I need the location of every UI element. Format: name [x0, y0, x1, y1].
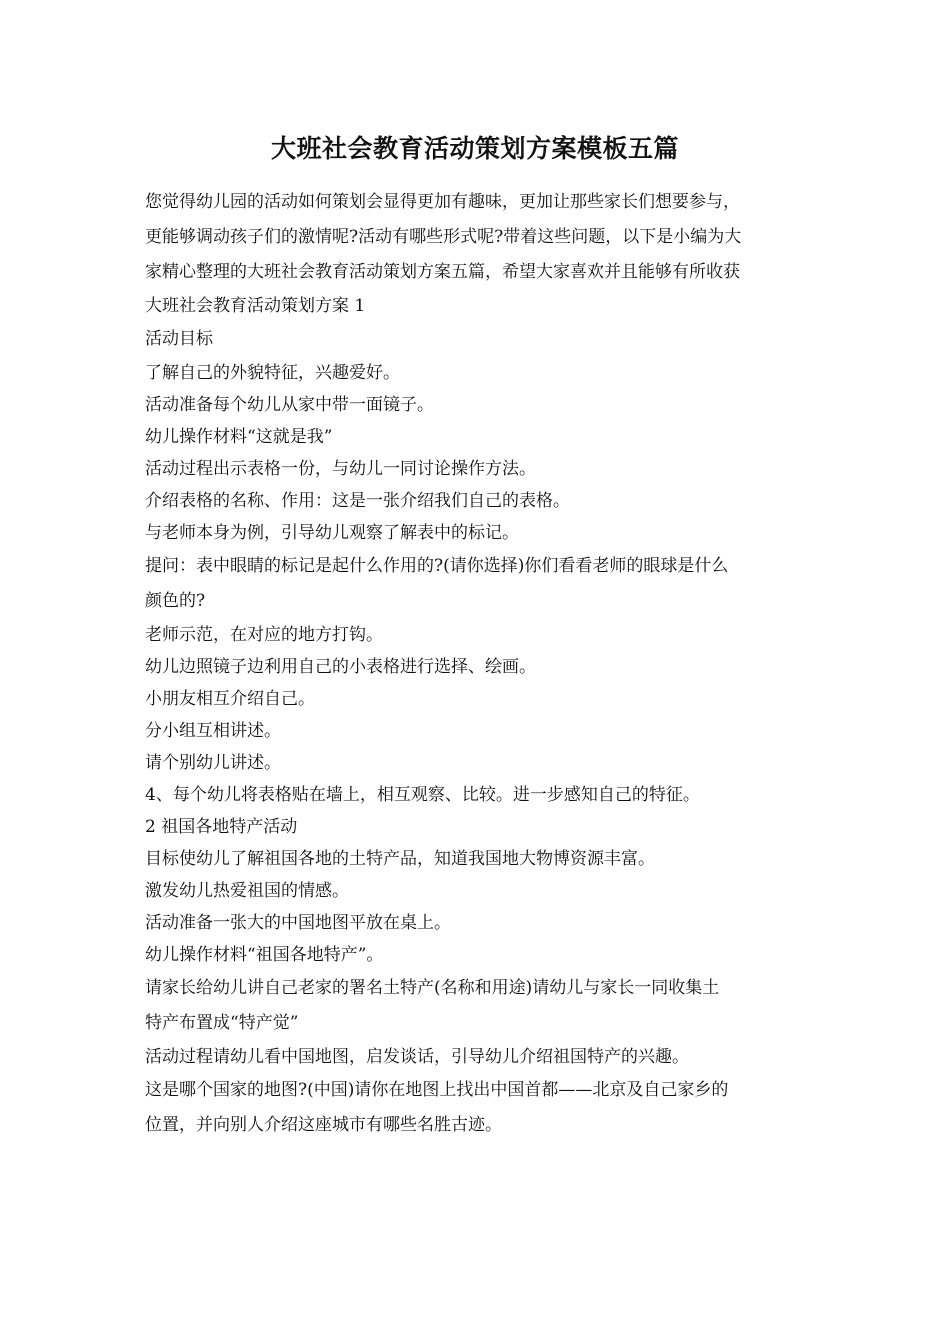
paragraph-line: 活动准备一张大的中国地图平放在桌上。 — [145, 913, 451, 933]
paragraph-line: 幼儿边照镜子边利用自己的小表格进行选择、绘画。 — [145, 657, 536, 677]
paragraph-line: 活动过程出示表格一份，与幼儿一同讨论操作方法。 — [145, 459, 536, 479]
paragraph-line: 请个别幼儿讲述。 — [145, 753, 281, 773]
paragraph-line: 小朋友相互介绍自己。 — [145, 689, 315, 709]
paragraph-line: 特产布置成“特产觉” — [145, 1013, 299, 1033]
paragraph-line: 请家长给幼儿讲自己老家的署名土特产(名称和用途)请幼儿与家长一同收集土 — [145, 978, 720, 998]
paragraph-line: 老师示范，在对应的地方打钩。 — [145, 625, 383, 645]
paragraph-line: 目标使幼儿了解祖国各地的土特产品，知道我国地大物博资源丰富。 — [145, 849, 655, 869]
paragraph-line: 位置，并向别人介绍这座城市有哪些名胜古迹。 — [145, 1115, 502, 1135]
intro-line: 您觉得幼儿园的活动如何策划会显得更加有趣味，更加让那些家长们想要参与， — [145, 192, 740, 212]
paragraph-line: 幼儿操作材料“祖国各地特产”。 — [145, 945, 384, 965]
paragraph-line: 颜色的? — [145, 591, 206, 611]
paragraph-line: 活动目标 — [145, 329, 213, 349]
paragraph-line: 介绍表格的名称、作用：这是一张介绍我们自己的表格。 — [145, 491, 570, 511]
paragraph-line: 活动准备每个幼儿从家中带一面镜子。 — [145, 395, 434, 415]
document-title: 大班社会教育活动策划方案模板五篇 — [270, 134, 679, 163]
document-body — [145, 185, 810, 1143]
paragraph-line: 激发幼儿热爱祖国的情感。 — [145, 881, 349, 901]
paragraph-line: 提问：表中眼睛的标记是起什么作用的?(请你选择)你们看看老师的眼球是什么 — [145, 556, 729, 576]
paragraph-line: 分小组互相讲述。 — [145, 721, 281, 741]
paragraph-line: 这是哪个国家的地图?(中国)请你在地图上找出中国首都——北京及自己家乡的 — [145, 1080, 729, 1100]
intro-line: 更能够调动孩子们的激情呢?活动有哪些形式呢?带着这些问题，以下是小编为大 — [145, 227, 742, 247]
paragraph-line: 4、每个幼儿将表格贴在墙上，相互观察、比较。进一步感知自己的特征。 — [145, 785, 700, 805]
paragraph-line: 了解自己的外貌特征，兴趣爱好。 — [145, 363, 400, 383]
paragraph-line: 与老师本身为例，引导幼儿观察了解表中的标记。 — [145, 523, 519, 543]
paragraph-line: 幼儿操作材料“这就是我” — [145, 427, 333, 447]
section-heading: 2 祖国各地特产活动 — [145, 817, 298, 837]
section-heading: 大班社会教育活动策划方案 1 — [145, 296, 366, 316]
intro-line: 家精心整理的大班社会教育活动策划方案五篇，希望大家喜欢并且能够有所收获 — [145, 262, 740, 282]
paragraph-line: 活动过程请幼儿看中国地图，启发谈话，引导幼儿介绍祖国特产的兴趣。 — [145, 1047, 689, 1067]
